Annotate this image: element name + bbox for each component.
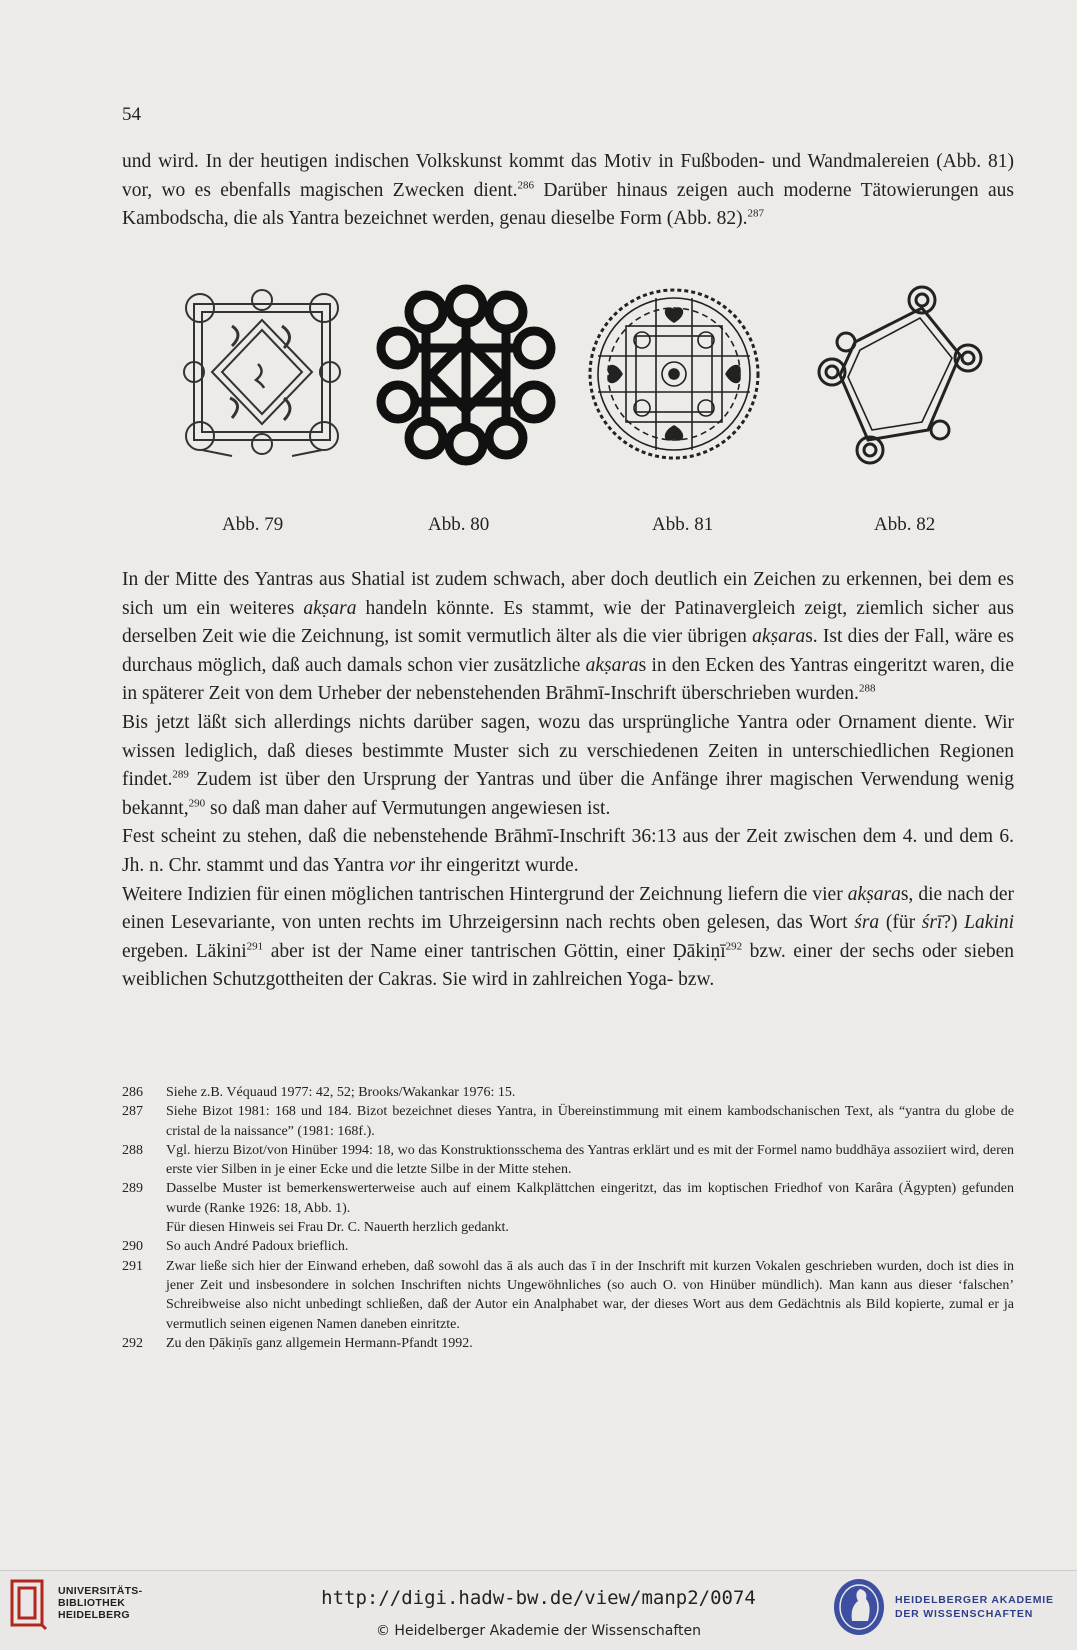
footnote: 291 Zwar ließe sich hier der Einwand erheben, daß sowohl das ā als auch das ī in der Inschrift mit kurzen Vokalen geschrieben wurden, doch ist dies in jener Zeit und insbesondere in solchen Inschriften nichts Ungewöhnliches (so auch O. von Hinüber mündlich). Man kann aus dieser ‘falschen’ Schreibweise also nicht unbedingt schließen, daß der Autor ein Analphabet war, der dieses Wort aus dem Gedächtnis als Bild kopierte, zumal er ja vermutlich seinen eigenen Namen daneben einritzte. bbox=[122, 1258, 1014, 1332]
footnote-ref[interactable]: 292 bbox=[725, 940, 743, 953]
paragraph: Fest scheint zu stehen, daß die nebenstehende Brāhmī-Inschrift 36:13 aus der Zeit zwischen dem 4. und dem 6. Jh. n. Chr. stammt und das Yantra vor ihr eingeritzt wurde. bbox=[122, 826, 1014, 876]
paragraph: In der Mitte des Yantras aus Shatial ist zudem schwach, aber doch deutlich ein Zeichen zu erkennen, bei dem es sich um ein weiteres akṣara handeln könnte. Es stammt, wie der Patinavergleich zeigt, ziemlich sicher aus derselben Zeit wie die Zeichnung, ist somit vermutlich älter als die vier übrigen akṣaras. Ist dies der Fall, wäre es durchaus möglich, daß auch damals schon vier zusätzliche akṣaras in den Ecken des Yantras eingeritzt waren, die in späterer Zeit von dem Urheber der nebenstehenden Brāhmī-Inschrift überschrieben wurden.$^{288}$ bbox=[122, 569, 1014, 705]
caption-abb-82: Abb. 82 bbox=[874, 514, 936, 535]
footnote-ref[interactable]: 286 bbox=[517, 179, 534, 192]
footnote: 292 Zu den Ḍākiṇīs ganz allgemein Hermann-Pfandt 1992. bbox=[122, 1335, 473, 1351]
body-text bbox=[122, 566, 1014, 995]
footnote: 287 Siehe Bizot 1981: 168 und 184. Bizot bezeichnet dieses Yantra, in Übereinstimmung mit einem kambodschanischen Text, als “yantra du globe de cristal de la naissance” (1981: 168f.). bbox=[122, 1104, 1014, 1139]
caption-abb-80: Abb. 80 bbox=[428, 514, 490, 535]
figure-abb-80 bbox=[376, 280, 556, 470]
page-number: 54 bbox=[122, 104, 141, 125]
footnote: 288 Vgl. hierzu Bizot/von Hinüber 1994: 18, wo das Konstruktionsschema des Yantras erklärt und es mit der Formel namo buddhāya assoziiert wird, deren erste vier Silben in je einer Ecke und die letzte Silbe in der Mitte stehen. bbox=[122, 1142, 1014, 1178]
figure-row bbox=[0, 280, 1077, 480]
footnote-ref[interactable]: 290 bbox=[188, 797, 206, 810]
permalink[interactable]: http://digi.hadw-bw.de/view/manp2/0074 bbox=[321, 1587, 756, 1609]
paragraph: Bis jetzt läßt sich allerdings nichts darüber sagen, wozu das ursprüngliche Yantra oder Ornament diente. Wir wissen lediglich, daß dieses bestimmte Muster sich zu verschiedenen Zeiten in unterschiedlichen Regionen findet.$^{289}$ Zudem ist über den Ursprung der Yantras und über die Anfänge ihrer magischen Verwendung wenig bekannt,$^{290}$ so daß man daher auf Vermutungen angewiesen ist. bbox=[122, 711, 1014, 819]
figure-abb-81 bbox=[584, 280, 764, 470]
university-library-name: UNIVERSITÄTS- BIBLIOTHEK HEIDELBERG bbox=[58, 1585, 143, 1621]
academy-seal-icon[interactable] bbox=[832, 1577, 886, 1637]
figure-abb-82 bbox=[810, 280, 990, 470]
footnote-ref[interactable]: 289 bbox=[172, 768, 189, 781]
footnote-ref[interactable]: 287 bbox=[747, 207, 764, 220]
copyright-notice: © Heidelberger Akademie der Wissenschaften bbox=[375, 1623, 701, 1639]
footnote-ref[interactable]: 291 bbox=[246, 940, 264, 953]
footnote: 286 Siehe z.B. Véquaud 1977: 42, 52; Brooks/Wakankar 1976: 15. bbox=[122, 1085, 516, 1100]
academy-name: HEIDELBERGER AKADEMIE DER WISSENSCHAFTEN bbox=[895, 1594, 1054, 1620]
figure-abb-79 bbox=[172, 280, 352, 470]
footnotes bbox=[122, 1083, 1014, 1353]
footnote: 289 Dasselbe Muster ist bemerkenswerterweise auch auf einem Kalkplättchen eingeritzt, das im koptischen Friedhof von Karâra (Ägypten) gefunden wurde (Ranke 1926: 18, Abb. 1). bbox=[122, 1181, 1014, 1216]
caption-abb-81: Abb. 81 bbox=[652, 514, 714, 535]
intro-paragraph: und wird. In der heutigen indischen Volkskunst kommt das Motiv in Fußboden- und Wandmalereien (Abb. 81) vor, wo es ebenfalls magischen Zwecken dient.$^{286}$ Darüber hinaus zeigen auch moderne Tätowierungen aus Kambodscha, die als Yantra bezeichnet werden, genau dieselbe Form (Abb. 82).$^{287}$ bbox=[122, 151, 1014, 230]
paragraph: Weitere Indizien für einen möglichen tantrischen Hintergrund der Zeichnung liefern die vier akṣaras, die nach der einen Lesevariante, von unten rechts im Uhrzeigersinn nach rechts oben gelesen, das Wort śra (für śrī?) Lakini ergeben. Läkini$^{291}$ aber ist der Name einer tantrischen Göttin, einer Ḍākiṇī$^{292}$ bzw. einer der sechs oder sieben weiblichen Schutzgottheiten der Cakras. Sie wird in zahlreichen Yoga- bzw. bbox=[122, 883, 1015, 991]
footnote: Für diesen Hinweis sei Frau Dr. C. Nauerth herzlich gedankt. bbox=[166, 1220, 509, 1236]
caption-abb-79: Abb. 79 bbox=[222, 514, 284, 535]
viewer-footer bbox=[0, 1570, 1077, 1650]
footnote: 290 So auch André Padoux brieflich. bbox=[122, 1239, 349, 1255]
footnote-ref[interactable]: 288 bbox=[858, 682, 876, 695]
